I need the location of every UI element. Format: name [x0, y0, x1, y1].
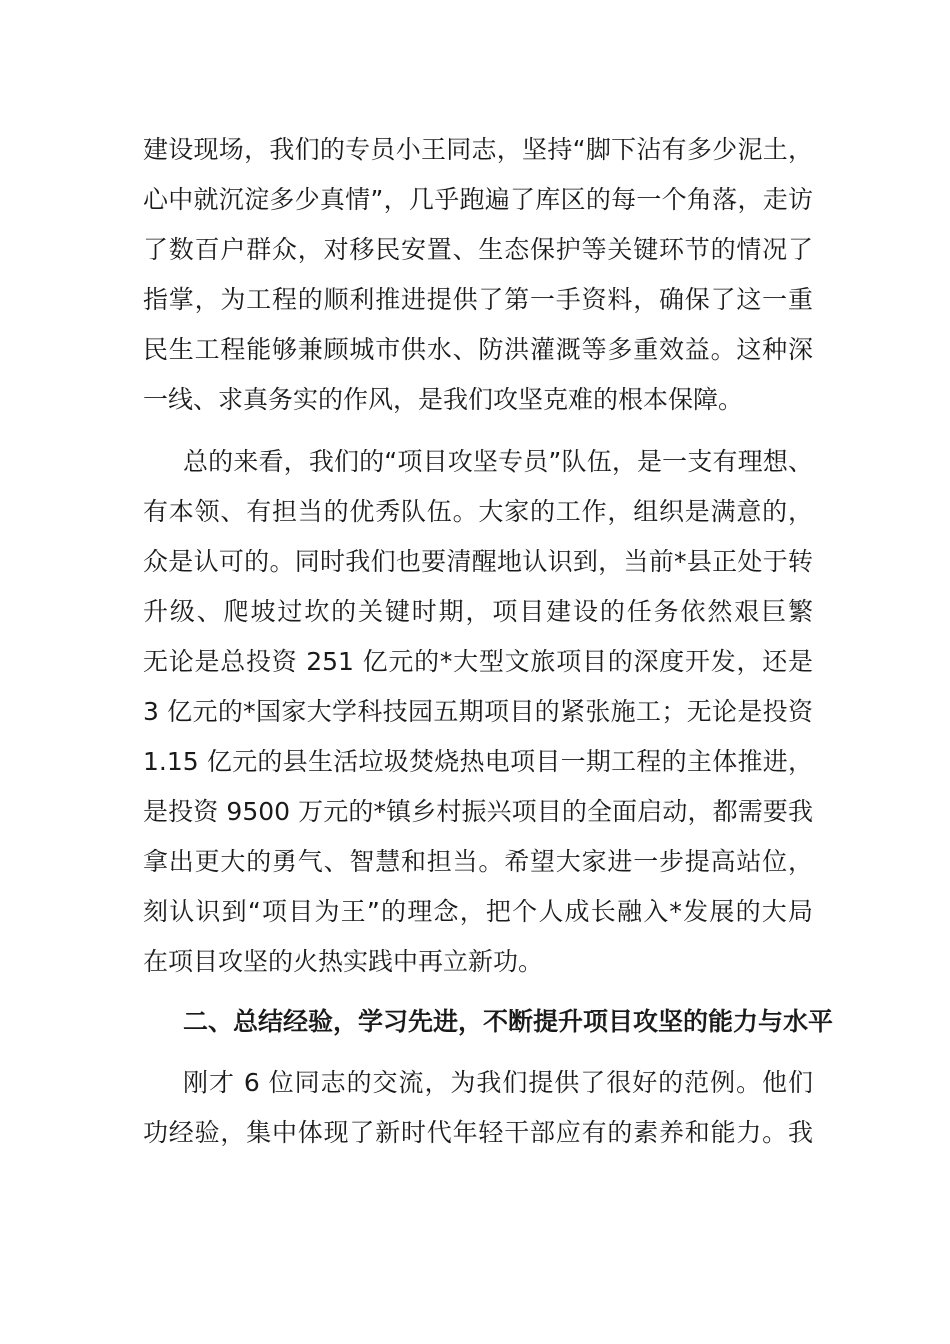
text-line: 总的来看，我们的“项目攻坚专员”队伍，是一支有理想、 [183, 447, 813, 476]
paragraph-continuation [143, 125, 813, 425]
text-line: 3 亿元的*国家大学科技园五期项目的紧张施工；无论是投资 [143, 697, 813, 726]
text-line: 功经验，集中体现了新时代年轻干部应有的素养和能力。我 [143, 1118, 813, 1147]
text-line: 升级、爬坡过坎的关键时期，项目建设的任务依然艰巨繁 [143, 597, 813, 626]
text-line: 无论是总投资 251 亿元的*大型文旅项目的深度开发，还是 [143, 647, 813, 676]
text-line: 一线、求真务实的作风，是我们攻坚克难的根本保障。 [143, 385, 744, 414]
text-line: 是投资 9500 万元的*镇乡村振兴项目的全面启动，都需要我 [143, 797, 813, 826]
text-line: 建设现场，我们的专员小王同志，坚持“脚下沾有多少泥土， [143, 135, 813, 164]
text-line: 众是认可的。同时我们也要清醒地认识到，当前*县正处于转 [143, 547, 813, 576]
paragraph-experience [143, 1058, 813, 1158]
text-line: 在项目攻坚的火热实践中再立新功。 [143, 947, 544, 976]
text-line: 刻认识到“项目为王”的理念，把个人成长融入*发展的大局 [143, 897, 813, 926]
text-line: 指掌，为工程的顺利推进提供了第一手资料，确保了这一重 [143, 285, 813, 314]
text-line: 心中就沉淀多少真情”，几乎跑遍了库区的每一个角落，走访 [143, 185, 813, 214]
text-line: 拿出更大的勇气、智慧和担当。希望大家进一步提高站位， [143, 847, 813, 876]
text-line: 民生工程能够兼顾城市供水、防洪灌溉等多重效益。这种深 [143, 335, 813, 364]
text-line: 1.15 亿元的县生活垃圾焚烧热电项目一期工程的主体推进， [143, 747, 813, 776]
paragraph-summary [143, 437, 813, 987]
section-heading: 二、总结经验，学习先进，不断提升项目攻坚的能力与水平 [183, 1007, 834, 1036]
text-line: 有本领、有担当的优秀队伍。大家的工作，组织是满意的， [143, 497, 813, 526]
text-line: 了数百户群众，对移民安置、生态保护等关键环节的情况了 [143, 235, 813, 264]
text-line: 刚才 6 位同志的交流，为我们提供了很好的范例。他们 [183, 1068, 813, 1097]
